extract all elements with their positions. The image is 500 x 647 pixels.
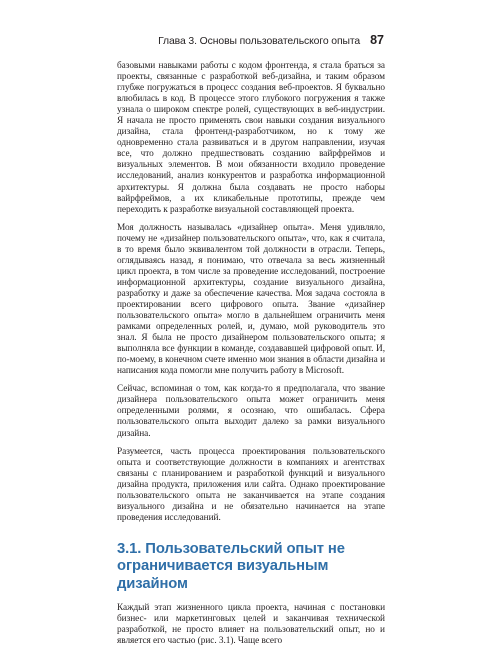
chapter-title: Глава 3. Основы пользовательского опыта xyxy=(158,36,361,47)
paragraph: Моя должность называлась «дизайнер опыта». Меня удивляло, почему не «дизайнер пользовательского опыта», что, как я считала, в то время было эквивалентом той должности в отрасли. Теперь, оглядываясь назад, я понимаю, что отвечала за весь жизненный цикл проекта, в том числе за проведение исследований, построение информационной архитектуры, создание визуального дизайна, разработку и даже за обеспечение качества. Моя задача состояла в проектировании всего цифрового опыта. Звание «дизайнер пользовательского опыта» могло в дальнейшем ограничить меня рамками определенных ролей, и, думаю, мой руководитель это знал. Я была не просто дизайнером пользовательского опыта; я выполняла все функции в команде, создававшей цифровой опыт. И, по-моему, в конечном счете именно мои знания в области дизайна и написания кода помогли мне получить работу в Microsoft. xyxy=(117,222,385,377)
running-header xyxy=(150,33,384,47)
section-title: Пользовательский опыт не ограничивается визуальным дизайном xyxy=(117,540,345,593)
section-heading xyxy=(117,541,385,594)
page-number: 87 xyxy=(370,33,384,47)
paragraph: базовыми навыками работы с кодом фронтенда, я стала браться за проекты, связанные с разработкой веб-дизайна, и таким образом глубже погружаться в процесс создания веб-проектов. Я буквально влюбилась в код. В процессе этого глубокого погружения я также узнала о широком спектре ролей, существующих в веб-индустрии. Я начала не просто применять свои навыки создания визуального дизайна, стала фронтенд-разработчиком, но к тому же одновременно стала развиваться и в другом направлении, изучая все, что должно предшествовать созданию вайрфреймов и визуальных элементов. В мои обязанности входило проведение исследований, анализ конкурентов и разработка информационной архитектуры. Я должна была создавать не просто наборы вайрфреймов, а их кликабельные прототипы, прежде чем переходить к разработке визуальной составляющей проекта. xyxy=(117,61,385,215)
section-number: 3.1. xyxy=(117,540,142,557)
body-text xyxy=(117,61,385,647)
paragraph: Каждый этап жизненного цикла проекта, начиная с постановки бизнес- или маркетинговых целей и заканчивая технической разработкой, не просто влияет на пользовательский опыт, но и является его частью (рис. 3.1). Чаще всего xyxy=(117,602,385,646)
paragraph: Разумеется, часть процесса проектирования пользовательского опыта и соответствующие должности в компаниях и агентствах связаны с планированием и разработкой функций и визуального дизайна продукта, приложения или сайта. Однако проектирование пользовательского опыта не заканчивается на этапе создания визуального дизайна и не обязательно начинается на этапе проведения исследований. xyxy=(117,446,385,523)
paragraph: Сейчас, вспоминая о том, как когда-то я предполагала, что звание дизайнера пользовательского опыта может ограничить меня определенными ролями, я осознаю, что ошибалась. Сфера пользовательского опыта выходит далеко за рамки визуального дизайна. xyxy=(117,384,385,439)
